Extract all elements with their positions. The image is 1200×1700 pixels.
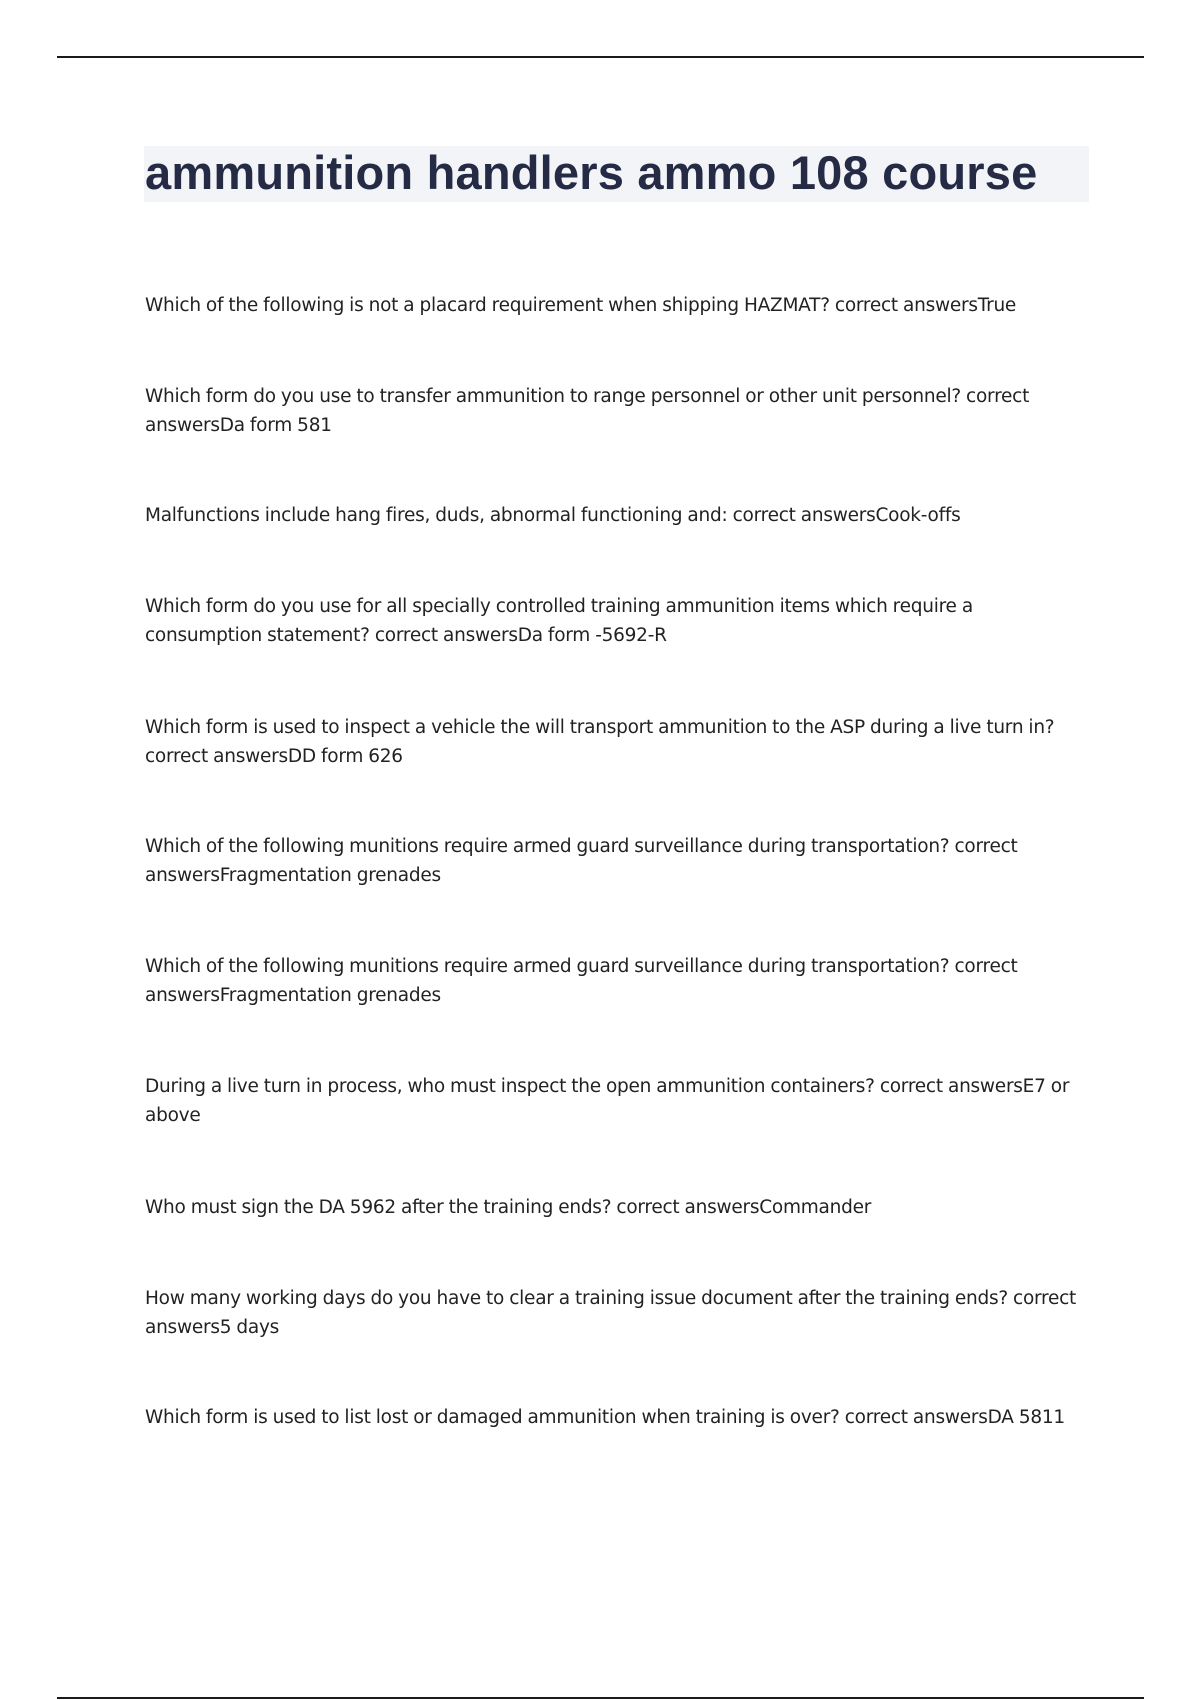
qa-item: Malfunctions include hang fires, duds, abnormal functioning and: correct answersCook-offs bbox=[145, 505, 961, 526]
qa-item: Which form do you use for all specially controlled training ammunition items which require a consumption statement? correct answersDa form -5692-R bbox=[145, 596, 973, 646]
top-rule bbox=[57, 56, 1144, 58]
document-title: ammunition handlers ammo 108 course bbox=[145, 146, 1038, 199]
qa-item: Which form do you use to transfer ammunition to range personnel or other unit personnel? correct answersDa form 581 bbox=[145, 386, 1030, 436]
qa-item: Which of the following munitions require armed guard surveillance during transportation? correct answersFragmentation grenades bbox=[145, 836, 1018, 886]
qa-item: Which of the following is not a placard requirement when shipping HAZMAT? correct answersTrue bbox=[145, 295, 1017, 316]
qa-item: Which form is used to list lost or damaged ammunition when training is over? correct answersDA 5811 bbox=[145, 1407, 1065, 1428]
bottom-rule bbox=[57, 1697, 1144, 1699]
qa-item: Which form is used to inspect a vehicle the will transport ammunition to the ASP during a live turn in? correct answersDD form 626 bbox=[145, 717, 1055, 767]
qa-item: Which of the following munitions require armed guard surveillance during transportation? correct answersFragmentation grenades bbox=[145, 956, 1018, 1006]
qa-item: During a live turn in process, who must inspect the open ammunition containers? correct answersE7 or above bbox=[145, 1076, 1070, 1126]
qa-item: How many working days do you have to clear a training issue document after the training ends? correct answers5 days bbox=[145, 1288, 1077, 1338]
qa-item: Who must sign the DA 5962 after the training ends? correct answersCommander bbox=[145, 1197, 872, 1218]
